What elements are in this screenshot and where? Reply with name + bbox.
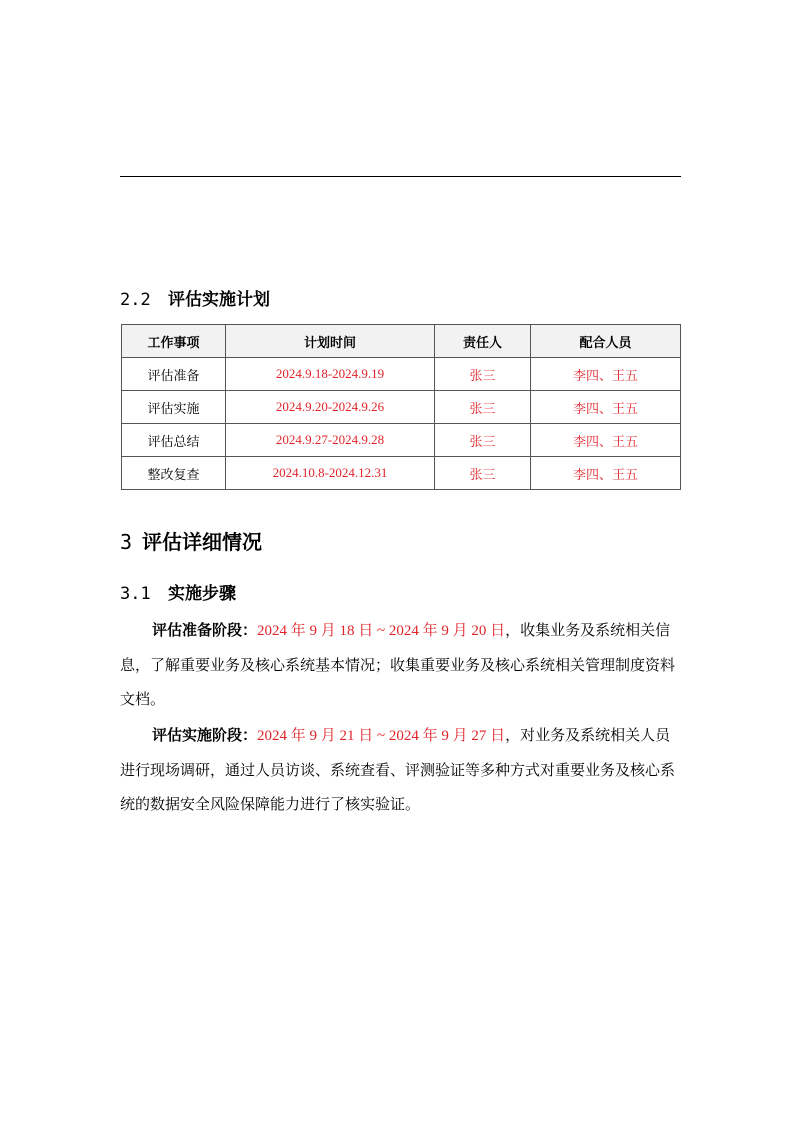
- table-row: [122, 358, 681, 391]
- table-header-row: [122, 325, 681, 358]
- section-heading-3-1: [120, 579, 236, 604]
- section-number: 3: [120, 530, 133, 554]
- assistants-cell: 李四、王五: [531, 457, 681, 490]
- phase-label: 评估实施阶段：: [152, 726, 258, 744]
- table-row: [122, 424, 681, 457]
- assistants-cell: 李四、王五: [531, 391, 681, 424]
- phase-description: ，对业务及系统相关人员进行现场调研，通过人员访谈、系统查看、评测验证等多种方式对重要业务及核心系统的数据安全风险保障能力进行了核实验证。: [120, 726, 676, 813]
- table-row: [122, 457, 681, 490]
- phase-date-range: 2024 年 9 月 18 日 ~ 2024 年 9 月 20 日: [257, 623, 506, 639]
- section-title: 实施步骤: [168, 584, 236, 604]
- column-header: 工作事项: [122, 325, 226, 358]
- task-cell: 评估准备: [122, 358, 226, 391]
- section-title: 评估实施计划: [168, 290, 270, 310]
- paragraph-preparation-phase: [120, 613, 682, 716]
- paragraph-implementation-phase: [120, 718, 682, 821]
- section-heading-3: [120, 526, 262, 555]
- time-cell: 2024.9.18-2024.9.19: [226, 358, 435, 391]
- column-header: 责任人: [435, 325, 531, 358]
- time-cell: 2024.9.27-2024.9.28: [226, 424, 435, 457]
- section-title: 评估详细情况: [142, 530, 263, 554]
- task-cell: 评估实施: [122, 391, 226, 424]
- phase-label: 评估准备阶段：: [152, 621, 258, 639]
- assistants-cell: 李四、王五: [531, 358, 681, 391]
- owner-cell: 张三: [435, 358, 531, 391]
- table-row: [122, 391, 681, 424]
- plan-table: [121, 324, 681, 490]
- task-cell: 评估总结: [122, 424, 226, 457]
- owner-cell: 张三: [435, 457, 531, 490]
- phase-description: ，收集业务及系统相关信息，了解重要业务及核心系统基本情况；收集重要业务及核心系统相关管理制度资料文档。: [120, 621, 676, 708]
- phase-date-range: 2024 年 9 月 21 日 ~ 2024 年 9 月 27 日: [257, 728, 506, 744]
- task-cell: 整改复查: [122, 457, 226, 490]
- time-cell: 2024.10.8-2024.12.31: [226, 457, 435, 490]
- column-header: 配合人员: [531, 325, 681, 358]
- section-number: 2.2: [120, 290, 151, 310]
- page-header-rule: [120, 176, 681, 177]
- owner-cell: 张三: [435, 391, 531, 424]
- owner-cell: 张三: [435, 424, 531, 457]
- column-header: 计划时间: [226, 325, 435, 358]
- time-cell: 2024.9.20-2024.9.26: [226, 391, 435, 424]
- section-number: 3.1: [120, 584, 151, 604]
- section-heading-2-2: [120, 285, 270, 310]
- assistants-cell: 李四、王五: [531, 424, 681, 457]
